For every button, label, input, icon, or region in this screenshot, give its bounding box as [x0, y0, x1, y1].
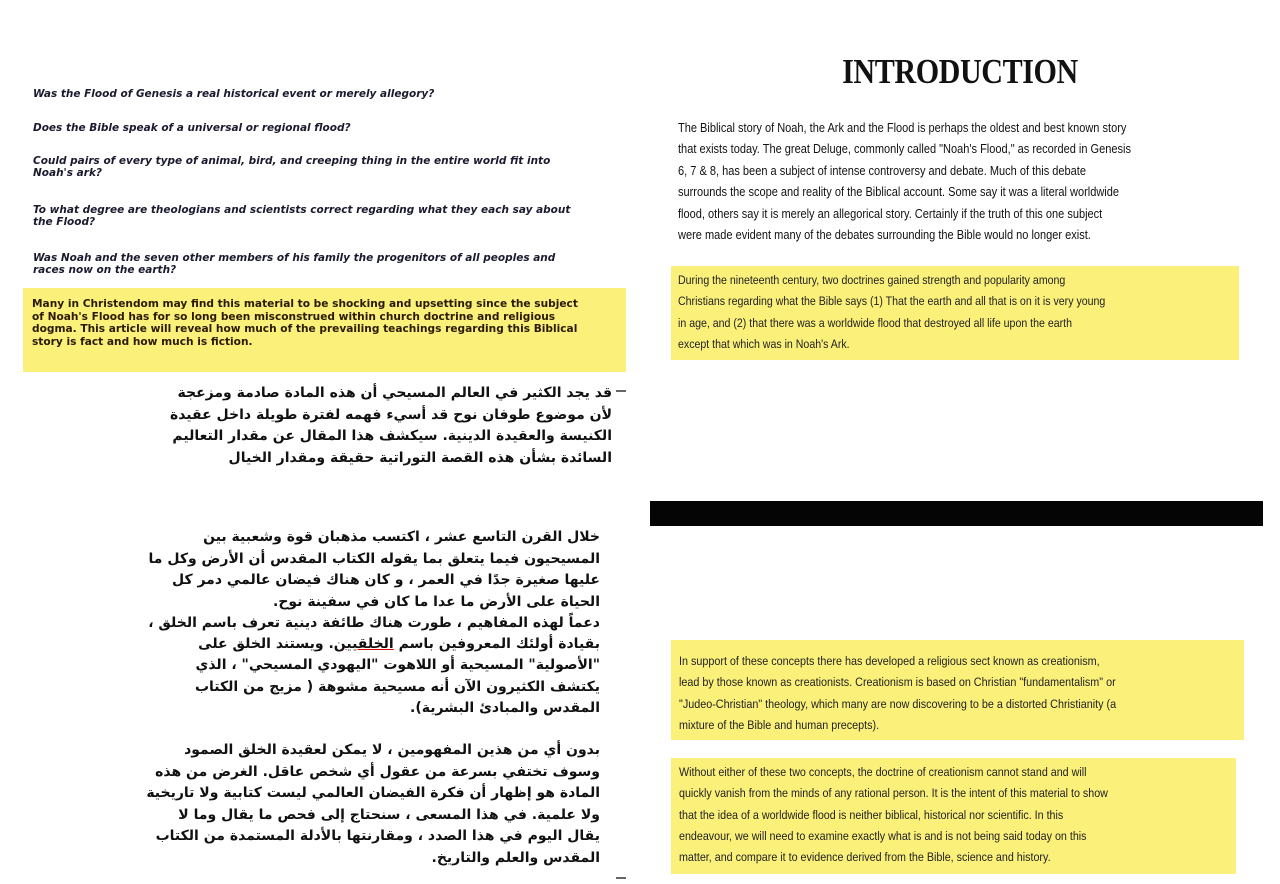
line-marker: [616, 390, 626, 392]
right-highlight-2: [671, 640, 1244, 740]
arabic-paragraph-1: قد يجد الكثير في العالم المسيحي أن هذه المادة صادمة ومزعجة لأن موضوع طوفان نوح قد أسيء فهمه لفترة طويلة داخل عقيدة الكنيسة والعقيدة الدينية. سيكشف هذا المقال عن مقدار التعاليم السائدة بشأن هذه القصة التوراتية حقيقة ومقدار الخيال: [169, 385, 612, 466]
left-highlight-text: Many in Christendom may find this material to be shocking and upsetting since the subject of Noah's Flood has for so long been misconstrued within church doctrine and religious dogma. This article will reveal how much of the prevailing teachings regarding this Biblical story is fact and how much is fiction.: [32, 298, 578, 348]
question-3: Could pairs of every type of animal, bird, and creeping thing in the entire world fit into Noah's ark?: [33, 155, 551, 179]
right-highlight-3: [671, 758, 1236, 874]
arabic-paragraph-2: خلال القرن التاسع عشر ، اكتسب مذهبان قوة وشعبية بين المسيحيون فيما يتعلق بما يقوله الكتاب المقدس أن الأرض وكل ما عليها صغيرة جدًا في العمر ، و كان هناك فيضان عالمي دمر كل الحياة على الأرض ما عدا ما كان في سفينة نوح.: [148, 529, 600, 610]
right-highlight-3-text: Without either of these two concepts, the doctrine of creationism cannot stand and will quickly vanish from the minds of any rational person. It is the intent of this material to show that the idea of a worldwide flood is neither biblical, historical nor scientific. In this endeavour, we will need to examine exactly what is and is not being said today on this matter, and compare it to evidence derived from the Bible, science and history.: [679, 765, 1108, 865]
arabic-3b-pre: بقيادة أولئك المعروفين باسم: [393, 636, 600, 652]
question-2: Does the Bible speak of a universal or regional flood?: [33, 122, 351, 134]
question-1: Was the Flood of Genesis a real historical event or merely allegory?: [33, 88, 435, 100]
line-marker-bottom: [616, 877, 626, 879]
black-redaction-bar: [650, 501, 1263, 526]
question-5: Was Noah and the seven other members of his family the progenitors of all peoples and races now on the earth?: [33, 252, 556, 276]
arabic-creationists-word: الخلقيين: [333, 636, 394, 652]
arabic-paragraph-3a: دعماً لهذه المفاهيم ، طورت هناك طائفة دينية تعرف باسم الخلق ،: [148, 615, 600, 631]
arabic-paragraph-3c: "الأصولية" المسيحية أو اللاهوت "اليهودي المسيحي" ، الذي يكتشف الكثيرون الآن أنه مسيحية مشوهة ( مزيج من الكتاب المقدس والمبادئ البشرية).: [194, 657, 600, 716]
right-highlight-1-text: During the nineteenth century, two doctrines gained strength and popularity among Christians regarding what the Bible says (1) That the earth and all that is on it is very young in age, and (2) that there was a worldwide flood that destroyed all life upon the earth except that which was in Noah's Ark.: [678, 273, 1106, 351]
arabic-3b-post: . ويستند الخلق على: [198, 636, 334, 652]
page-title: INTRODUCTION: [842, 52, 1078, 91]
left-highlight-box: [23, 288, 626, 372]
arabic-paragraph-3b: [40, 634, 600, 656]
question-4: To what degree are theologians and scientists correct regarding what they each say about the Flood?: [33, 204, 571, 228]
right-highlight-2-text: In support of these concepts there has developed a religious sect known as creationism, lead by those known as creationists. Creationism is based on Christian "fundamentalism" or "Judeo-Christian" theology, which many are now discovering to be a distorted Christianity (a mixture of the Bible and human precepts).: [679, 654, 1117, 732]
right-highlight-1: [671, 266, 1239, 360]
intro-paragraph: The Biblical story of Noah, the Ark and the Flood is perhaps the oldest and best known story that exists today. The great Deluge, commonly called "Noah's Flood," as recorded in Genesis 6, 7 & 8, has been a subject of intense controversy and debate. Much of this debate surrounds the scope and reality of the Biblical account. Some say it was a literal worldwide flood, others say it is merely an allegorical story. Certainly if the truth of this one subject were made evident many of the debates surrounding the Bible would no longer exist.: [678, 121, 1131, 243]
arabic-paragraph-4: بدون أي من هذين المفهومين ، لا يمكن لعقيدة الخلق الصمود وسوف تختفي بسرعة من عقول أي شخص عاقل. الغرض من هذه المادة هو إظهار أن فكرة الفيضان العالمي ليست كتابية ولا تاريخية ولا علمية. في هذا المسعى ، سنحتاج إلى فحص ما يقال وما لا يقال اليوم في هذا الصدد ، ومقارنتها بالأدلة المستمدة من الكتاب المقدس والعلم والتاريخ.: [146, 742, 600, 866]
